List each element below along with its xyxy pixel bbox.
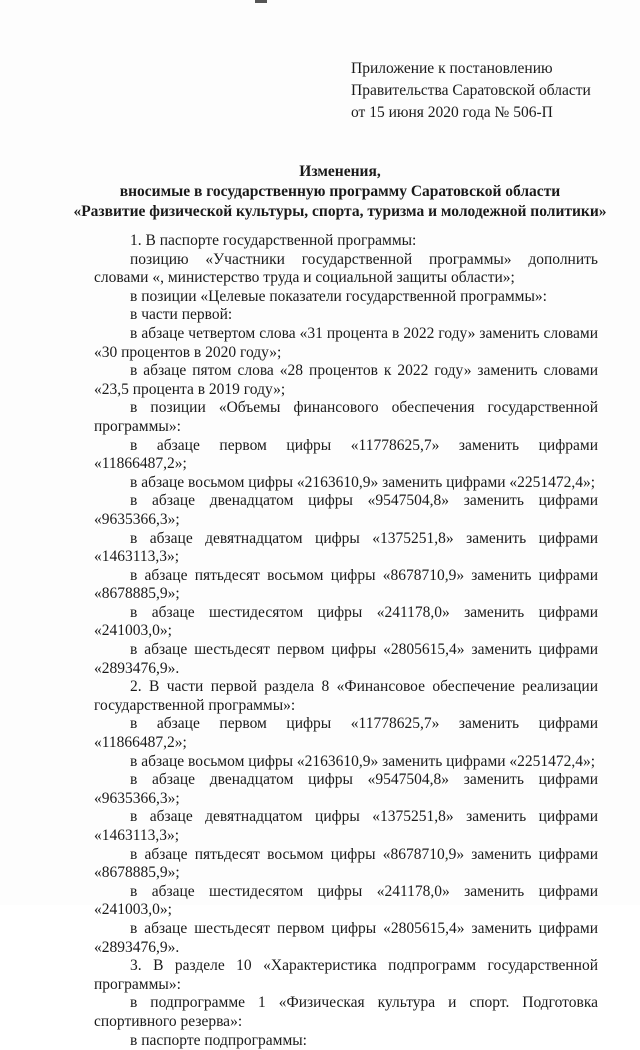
paragraph: в абзаце двенадцатом цифры «9547504,8» заменить цифрами «9635366,3»; xyxy=(94,771,598,807)
paragraph: в абзаце восьмом цифры «2163610,9» заменить цифрами «2251472,4»; xyxy=(130,752,596,770)
title-line-1: Изменения, xyxy=(299,163,381,180)
paragraph: в абзаце шестидесятом цифры «241178,0» заменить цифрами «241003,0»; xyxy=(94,882,598,919)
title-line-2: вносимые в государственную программу Саратовской области xyxy=(119,183,561,200)
scan-mark xyxy=(255,0,267,3)
paragraph: в абзаце шестьдесят первом цифры «2805615,4» заменить цифрами «2893476,9». xyxy=(94,919,598,956)
document-title xyxy=(60,162,620,222)
paragraph: в абзаце восьмом цифры «2163610,9» заменить цифрами «2251472,4»; xyxy=(130,473,596,491)
paragraph: в части первой: xyxy=(130,306,233,324)
paragraph: в абзаце первом цифры «11778625,7» заменить цифрами «11866487,2»; xyxy=(94,436,598,473)
paragraph: в позиции «Объемы финансового обеспечения государственной программы»: xyxy=(94,399,598,435)
paragraph: в абзаце четвертом слова «31 процента в 2022 году» заменить словами «30 процентов в 2020 году»; xyxy=(94,324,598,361)
paragraph: позицию «Участники государственной программы» дополнить словами «, министерство труда и социальной защиты области»; xyxy=(94,250,598,287)
paragraph: в подпрограмме 1 «Физическая культура и спорт. Подготовка спортивного резерва»: xyxy=(94,994,598,1030)
appendix-header xyxy=(351,58,591,124)
paragraph: в абзаце девятнадцатом цифры «1375251,8» заменить цифрами «1463113,3»; xyxy=(94,529,598,566)
paragraph: 1. В паспорте государственной программы: xyxy=(130,232,417,249)
paragraph: в абзаце девятнадцатом цифры «1375251,8» заменить цифрами «1463113,3»; xyxy=(94,808,598,844)
paragraph: в абзаце пятьдесят восьмом цифры «8678710,9» заменить цифрами «8678885,9»; xyxy=(94,566,598,603)
paragraph: в абзаце пятом слова «28 процентов к 2022 году» заменить словами «23,5 процента в 2019 году»; xyxy=(94,362,598,398)
paragraph: 2. В части первой раздела 8 «Финансовое обеспечение реализации государственной программы»: xyxy=(94,678,598,714)
appendix-line-3: от 15 июня 2020 года № 506-П xyxy=(351,104,553,121)
paragraph: в абзаце шестьдесят первом цифры «2805615,4» заменить цифрами «2893476,9». xyxy=(94,641,598,677)
paragraph: в абзаце двенадцатом цифры «9547504,8» заменить цифрами «9635366,3»; xyxy=(94,492,598,528)
appendix-line-1: Приложение к постановлению xyxy=(351,60,553,77)
paragraph: в абзаце первом цифры «11778625,7» заменить цифрами «11866487,2»; xyxy=(94,715,598,752)
paragraph: в абзаце шестидесятом цифры «241178,0» заменить цифрами «241003,0»; xyxy=(94,603,598,640)
paragraph: в паспорте подпрограммы: xyxy=(130,1031,307,1049)
paragraph: в позиции «Целевые показатели государственной программы»: xyxy=(130,287,547,305)
paragraph: в абзаце пятьдесят восьмом цифры «8678710,9» заменить цифрами «8678885,9»; xyxy=(94,845,598,882)
title-line-3: «Развитие физической культуры, спорта, туризма и молодежной политики» xyxy=(73,203,607,220)
document-body xyxy=(94,232,598,1050)
paragraph: 3. В разделе 10 «Характеристика подпрограмм государственной программы»: xyxy=(94,957,598,993)
appendix-line-2: Правительства Саратовской области xyxy=(351,82,591,99)
